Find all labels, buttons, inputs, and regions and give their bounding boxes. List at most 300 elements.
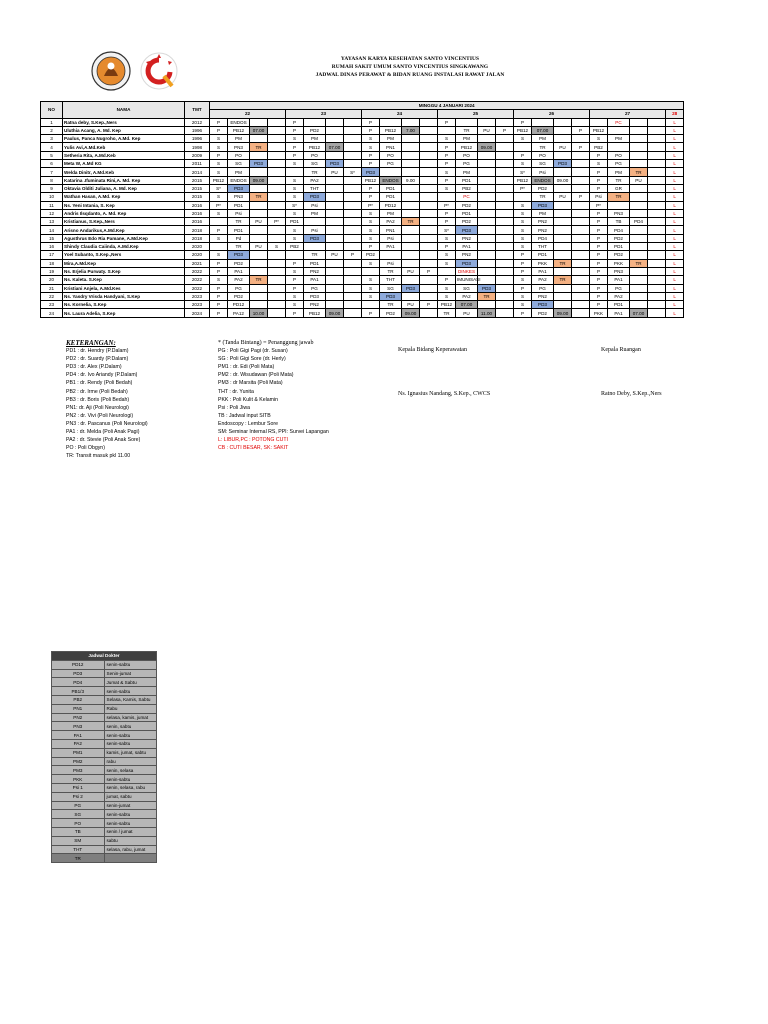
staff-name: Setheria Rita, A.Md.Keb (63, 151, 185, 159)
shift-cell: PU (250, 243, 268, 251)
shift-cell: ENDOS (228, 118, 250, 126)
row-number: 20 (41, 276, 63, 284)
shift-cell: PN2 (532, 218, 554, 226)
shift-cell: 07.00 (532, 126, 554, 134)
doctor-days: Jumat & Sabtu (104, 678, 157, 687)
shift-cell (648, 160, 666, 168)
shift-cell: PA2 (456, 292, 478, 300)
shift-cell: PD3 (380, 292, 402, 300)
shift-cell (250, 259, 268, 267)
table-row (41, 243, 684, 251)
shift-cell: P (420, 301, 438, 309)
shift-cell (326, 201, 344, 209)
shift-cell: S (210, 276, 228, 284)
shift-cell: SG (228, 160, 250, 168)
shift-cell: PU (326, 168, 344, 176)
shift-cell: P (438, 276, 456, 284)
shift-cell (344, 292, 362, 300)
shift-cell: S (286, 234, 304, 242)
shift-cell: P (514, 259, 532, 267)
shift-cell: TR (250, 276, 268, 284)
shift-cell (402, 259, 420, 267)
table-row (41, 201, 684, 209)
shift-cell: L (666, 135, 684, 143)
shift-cell: L (666, 259, 684, 267)
shift-cell: S (210, 193, 228, 201)
shift-cell: S (210, 160, 228, 168)
shift-cell: S (362, 276, 380, 284)
shift-cell (572, 276, 590, 284)
shift-cell: L (666, 234, 684, 242)
doctor-code: PD4 (52, 678, 105, 687)
shift-cell (648, 135, 666, 143)
doctor-days: rabu (104, 757, 157, 766)
shift-cell: PU (326, 251, 344, 259)
legend-item: PO : Poli Obgyn) (66, 445, 105, 452)
table-row (41, 118, 684, 126)
shift-cell: P (210, 126, 228, 134)
shift-cell (268, 118, 286, 126)
row-number: 16 (41, 243, 63, 251)
shift-cell: THT (304, 184, 326, 192)
shift-cell: S (286, 160, 304, 168)
shift-cell: TR (304, 251, 326, 259)
shift-cell: TR (250, 193, 268, 201)
shift-cell: S (438, 259, 456, 267)
shift-cell: PG (380, 160, 402, 168)
shift-cell: 09.00 (554, 309, 572, 317)
shift-cell (478, 209, 496, 217)
staff-tmt: 2022 (185, 276, 210, 284)
staff-tmt: 2015 (185, 176, 210, 184)
shift-cell: S (514, 226, 532, 234)
shift-cell (304, 243, 326, 251)
shift-cell (420, 309, 438, 317)
shift-cell (268, 143, 286, 151)
doctor-row (52, 854, 157, 863)
staff-tmt: 2023 (185, 301, 210, 309)
legend-item: TR: Transit masuk pkl 11.00 (66, 453, 131, 460)
staff-name: Oktavia Olditi Juliana, A. Md. Kep (63, 184, 185, 192)
doctor-code: PG (52, 801, 105, 810)
shift-cell: S (362, 209, 380, 217)
shift-cell: PM (456, 168, 478, 176)
shift-cell: S (362, 284, 380, 292)
legend-item: L: LIBUR,PC : POTONG CUTI (218, 437, 288, 444)
shift-cell (572, 168, 590, 176)
shift-cell: PU (456, 309, 478, 317)
shift-cell (572, 218, 590, 226)
doctor-row (52, 766, 157, 775)
shift-cell: PD2 (456, 218, 478, 226)
shift-cell (648, 309, 666, 317)
shift-cell: S (362, 143, 380, 151)
doctor-row (52, 713, 157, 722)
doctor-days: senin, selasa, rabu (104, 783, 157, 792)
shift-cell (344, 184, 362, 192)
table-row (41, 301, 684, 309)
shift-cell: P (286, 259, 304, 267)
staff-name: Uluthia Acang, A. Md. Kep (63, 126, 185, 134)
shift-cell: GR (608, 184, 630, 192)
shift-cell: PO (380, 151, 402, 159)
staff-name: Ratna deby, S.Kep.,Ners (63, 118, 185, 126)
shift-cell: P (590, 251, 608, 259)
shift-cell: PN2 (532, 226, 554, 234)
shift-cell: 7.00 (402, 126, 420, 134)
shift-cell: TR (608, 176, 630, 184)
hospital-logo-icon (90, 48, 132, 94)
doctor-row (52, 731, 157, 740)
shift-cell (478, 234, 496, 242)
shift-cell (326, 218, 344, 226)
shift-cell (438, 126, 456, 134)
shift-cell (478, 176, 496, 184)
doctor-code: PKK (52, 775, 105, 784)
shift-cell (514, 143, 532, 151)
doctor-days: senin-sabtu (104, 731, 157, 740)
shift-cell: PO (228, 151, 250, 159)
shift-cell: S* (286, 201, 304, 209)
doctor-days: kamis, jumat, sabtu (104, 748, 157, 757)
col-header-tmt: TMT (185, 102, 210, 119)
shift-cell: PB12 (304, 309, 326, 317)
shift-cell (648, 184, 666, 192)
shift-cell: S (514, 135, 532, 143)
shift-cell: S (514, 218, 532, 226)
shift-cell: L (666, 176, 684, 184)
doctor-days: senin-jumat (104, 801, 157, 810)
doctor-code: PM1 (52, 748, 105, 757)
shift-cell: Psi (380, 259, 402, 267)
legend-item: PKK : Poli Kulit & Kelamin (218, 396, 278, 403)
shift-cell: P (514, 284, 532, 292)
shift-cell (478, 226, 496, 234)
shift-cell (630, 234, 648, 242)
shift-cell: PO (304, 151, 326, 159)
shift-cell (420, 118, 438, 126)
shift-cell: 07.00 (456, 301, 478, 309)
header-line-2: RUMAH SAKIT UMUM SANTO VINCENTIUS SINGKAWANG (331, 64, 489, 70)
shift-cell: PD2 (228, 292, 250, 300)
table-row (41, 284, 684, 292)
shift-cell (554, 292, 572, 300)
day-header: 25 (438, 110, 514, 118)
shift-cell (210, 218, 228, 226)
shift-cell (326, 301, 344, 309)
staff-tmt: 2023 (185, 292, 210, 300)
shift-cell: TR (228, 243, 250, 251)
legend-item: PB3 : dr. Boris (Poli Bedah) (66, 396, 130, 403)
staff-tmt: 2016 (185, 218, 210, 226)
shift-cell: S (438, 168, 456, 176)
shift-cell (478, 193, 496, 201)
shift-cell: PB12 (228, 126, 250, 134)
shift-cell: PU (478, 126, 496, 134)
shift-cell (630, 184, 648, 192)
shift-cell: L (666, 243, 684, 251)
shift-cell: PN2 (304, 267, 326, 275)
staff-name: Kristianus, S.Kep.,Ners (63, 218, 185, 226)
shift-cell: P (286, 143, 304, 151)
shift-cell: P (362, 160, 380, 168)
shift-cell: PD1 (532, 251, 554, 259)
shift-cell: S (362, 135, 380, 143)
shift-cell: PM (608, 135, 630, 143)
shift-cell (630, 301, 648, 309)
shift-cell: P (362, 243, 380, 251)
shift-cell: PD2 (532, 184, 554, 192)
shift-cell: PA2 (532, 276, 554, 284)
shift-cell (402, 209, 420, 217)
shift-cell: 09.00 (554, 176, 572, 184)
doctor-code: PN3 (52, 722, 105, 731)
doctor-code: PB1/3 (52, 687, 105, 696)
row-number: 2 (41, 126, 63, 134)
shift-cell: S* (210, 184, 228, 192)
shift-cell: PD1 (228, 226, 250, 234)
shift-cell: P (210, 301, 228, 309)
shift-cell: P (210, 309, 228, 317)
shift-cell (402, 151, 420, 159)
shift-cell: P (438, 143, 456, 151)
shift-cell: S (514, 243, 532, 251)
staff-name: Ns. Yeni Intania, S. Kep (63, 201, 185, 209)
shift-cell: PC (608, 118, 630, 126)
shift-cell (572, 284, 590, 292)
shift-cell: P (362, 184, 380, 192)
legend-item: Endoscopy : Lembur Sore (218, 420, 278, 427)
staff-tmt: 1996 (185, 135, 210, 143)
shift-cell: S (286, 184, 304, 192)
shift-cell (478, 267, 496, 275)
shift-cell: PG (228, 284, 250, 292)
shift-cell (268, 292, 286, 300)
shift-cell: S (362, 226, 380, 234)
table-row (41, 160, 684, 168)
shift-cell (572, 292, 590, 300)
doctor-code: Psi 2 (52, 792, 105, 801)
doctor-days (104, 854, 157, 863)
shift-cell: Psi (590, 193, 608, 201)
shift-cell: PD3 (362, 168, 380, 176)
shift-cell (478, 276, 496, 284)
shift-cell: P (590, 243, 608, 251)
staff-tmt: 2009 (185, 151, 210, 159)
row-number: 19 (41, 267, 63, 275)
shift-cell (402, 168, 420, 176)
staff-name: Welda Dinitr, A.Md.Keb (63, 168, 185, 176)
shift-cell: S (286, 176, 304, 184)
doctor-row (52, 836, 157, 845)
shift-cell: P (590, 168, 608, 176)
shift-cell: PA1 (456, 243, 478, 251)
shift-cell (344, 201, 362, 209)
legend-item: PA2 : dr. Stevie (Poli Anak Sore) (66, 437, 141, 444)
shift-cell (496, 135, 514, 143)
shift-cell (344, 135, 362, 143)
shift-cell: PD1 (608, 301, 630, 309)
shift-cell (608, 201, 630, 209)
doctor-code: TR (52, 854, 105, 863)
shift-cell: PD3 (456, 226, 478, 234)
shift-cell (344, 267, 362, 275)
shift-cell (478, 218, 496, 226)
staff-name: Meta W, A.Md KG (63, 160, 185, 168)
staff-tmt: 2022 (185, 284, 210, 292)
shift-cell: PB12 (210, 176, 228, 184)
row-number: 4 (41, 143, 63, 151)
day-header: 26 (514, 110, 590, 118)
shift-cell: S (286, 226, 304, 234)
shift-cell: P (210, 226, 228, 234)
shift-cell: P (362, 118, 380, 126)
shift-cell: PD1 (380, 193, 402, 201)
shift-cell (554, 151, 572, 159)
shift-cell: S (210, 209, 228, 217)
shift-cell: S (286, 301, 304, 309)
shift-cell (554, 126, 572, 134)
shift-cell (572, 176, 590, 184)
doctor-code: PD12 (52, 660, 105, 669)
shift-cell: TR (554, 259, 572, 267)
shift-cell: P (590, 176, 608, 184)
shift-cell (420, 276, 438, 284)
shift-cell (630, 226, 648, 234)
shift-cell: P (438, 218, 456, 226)
staff-tmt: 2016 (185, 201, 210, 209)
shift-cell: SG (456, 284, 478, 292)
doctor-row (52, 722, 157, 731)
shift-cell: PU (630, 176, 648, 184)
shift-cell (554, 267, 572, 275)
shift-cell (572, 151, 590, 159)
shift-cell: PM (380, 135, 402, 143)
shift-cell: PD3 (456, 259, 478, 267)
doctor-days: senin-sabtu (104, 810, 157, 819)
legend-item: CB : CUTI BESAR, SK: SAKIT (218, 445, 289, 452)
doctor-code: PA1 (52, 731, 105, 740)
shift-cell: S (362, 234, 380, 242)
shift-cell (344, 193, 362, 201)
staff-tmt: 2018 (185, 234, 210, 242)
shift-cell (496, 259, 514, 267)
doctor-row (52, 801, 157, 810)
shift-cell: S (438, 292, 456, 300)
shift-cell: P (572, 126, 590, 134)
shift-cell: ENDOS (532, 176, 554, 184)
shift-cell (496, 151, 514, 159)
shift-cell (554, 301, 572, 309)
doctor-code: PM2 (52, 757, 105, 766)
shift-cell (326, 292, 344, 300)
shift-cell: PA1 (304, 276, 326, 284)
doctor-row (52, 792, 157, 801)
shift-cell: PO (532, 151, 554, 159)
shift-cell (514, 193, 532, 201)
shift-cell: PN1 (380, 226, 402, 234)
staff-tmt: 1996 (185, 126, 210, 134)
shift-cell: P (438, 118, 456, 126)
signature-left-name: Ns. Ignasius Nandang, S.Kep., CWCS (398, 391, 491, 397)
shift-cell: PD1 (608, 243, 630, 251)
shift-cell: PM (304, 135, 326, 143)
shift-cell (344, 160, 362, 168)
shift-cell (572, 259, 590, 267)
shift-cell: L (666, 201, 684, 209)
shift-cell (478, 168, 496, 176)
shift-cell (630, 160, 648, 168)
shift-cell (326, 126, 344, 134)
doctor-days: senin-sabtu (104, 775, 157, 784)
shift-cell: P (590, 209, 608, 217)
shift-cell (496, 234, 514, 242)
shift-cell: PD2 (532, 309, 554, 317)
shift-cell: P (590, 267, 608, 275)
shift-cell (572, 209, 590, 217)
shift-cell: P (590, 276, 608, 284)
shift-cell (496, 226, 514, 234)
shift-cell (572, 118, 590, 126)
shift-cell: PO (456, 151, 478, 159)
shift-cell (268, 160, 286, 168)
shift-cell: TR (532, 143, 554, 151)
legend-item: PB1 : dr. Rendy (Poli Bedah) (66, 380, 133, 387)
shift-cell (554, 118, 572, 126)
shift-cell (608, 126, 630, 134)
shift-cell (344, 243, 362, 251)
shift-cell (250, 234, 268, 242)
shift-cell: P (210, 259, 228, 267)
doctor-code: PB2 (52, 695, 105, 704)
shift-cell: S (210, 251, 228, 259)
doctor-row (52, 810, 157, 819)
shift-cell (268, 251, 286, 259)
shift-cell (554, 209, 572, 217)
shift-cell: PKK (608, 259, 630, 267)
shift-cell: P* (210, 201, 228, 209)
shift-cell: P (420, 267, 438, 275)
shift-cell (438, 193, 456, 201)
shift-cell (250, 135, 268, 143)
shift-cell (268, 301, 286, 309)
legend-item: PD4 : dr. Ivo Ariandy (P.Dalam) (66, 372, 138, 379)
shift-cell: TR (608, 193, 630, 201)
shift-cell (648, 143, 666, 151)
shift-cell: PA1 (380, 243, 402, 251)
shift-cell (648, 151, 666, 159)
staff-name: Agusthrus Edo Ria Pamane, A.Md.Kep (63, 234, 185, 242)
shift-cell: S (514, 276, 532, 284)
shift-cell: PM (456, 135, 478, 143)
shift-cell (268, 226, 286, 234)
shift-cell: S (438, 284, 456, 292)
legend-right (218, 339, 329, 452)
shift-cell: P (210, 292, 228, 300)
shift-cell (344, 126, 362, 134)
shift-cell: P (344, 251, 362, 259)
shift-cell: PM (532, 209, 554, 217)
shift-cell (268, 309, 286, 317)
legend-item: PA1 : dr. Melda (Poli Anak Pagi) (66, 429, 140, 436)
shift-cell (402, 276, 420, 284)
shift-cell: S (286, 267, 304, 275)
col-header-no: NO (41, 102, 63, 119)
shift-cell (344, 209, 362, 217)
day-header: 22 (210, 110, 286, 118)
shift-cell (344, 118, 362, 126)
shift-cell: PA1 (608, 309, 630, 317)
